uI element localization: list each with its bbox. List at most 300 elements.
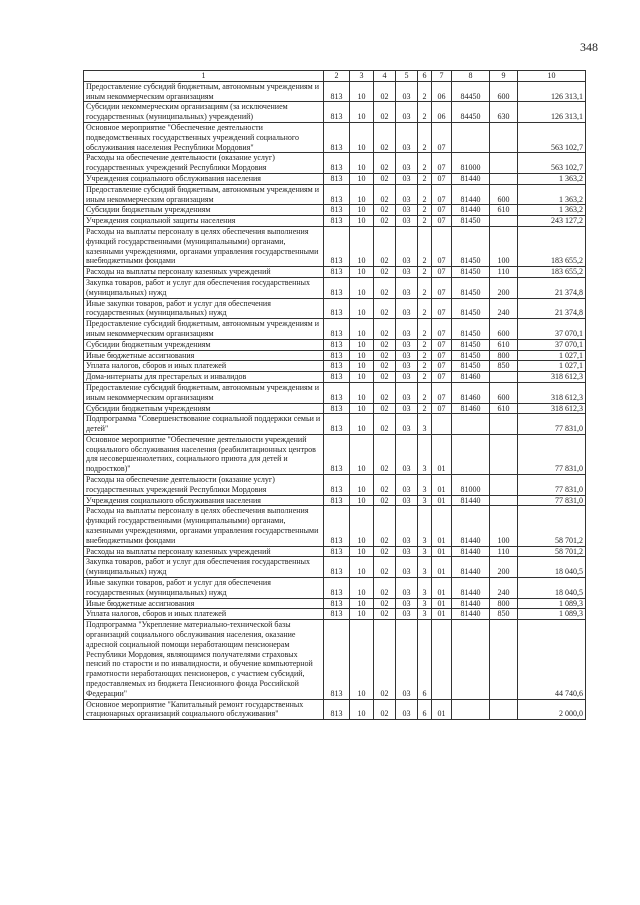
row-name-cell: Субсидии бюджетным учреждениям: [84, 205, 324, 216]
table-row: [84, 319, 586, 340]
row-name-cell: Субсидии бюджетным учреждениям: [84, 403, 324, 414]
subprogram-code-cell: 2: [418, 226, 432, 266]
column-header: 2: [324, 71, 350, 82]
program-code-cell: 03: [396, 475, 418, 496]
column-header: 3: [350, 71, 374, 82]
direction-code-cell: 81440: [452, 598, 490, 609]
subsection-code-cell: 02: [374, 153, 396, 174]
program-code-cell: 03: [396, 546, 418, 557]
budget-table: [83, 70, 586, 720]
subsection-code-cell: 02: [374, 184, 396, 205]
ministry-code-cell: 813: [324, 414, 350, 435]
program-code-cell: 03: [396, 298, 418, 319]
subsection-code-cell: 02: [374, 475, 396, 496]
activity-code-cell: 01: [432, 495, 452, 506]
table-row: [84, 173, 586, 184]
subsection-code-cell: 02: [374, 506, 396, 546]
expense-type-cell: 600: [490, 382, 518, 403]
table-row: [84, 434, 586, 474]
table-row: [84, 205, 586, 216]
program-code-cell: 03: [396, 403, 418, 414]
subsection-code-cell: 02: [374, 216, 396, 227]
direction-code-cell: 81440: [452, 495, 490, 506]
subprogram-code-cell: 2: [418, 403, 432, 414]
table-body: [84, 81, 586, 719]
program-code-cell: 03: [396, 173, 418, 184]
table-row: [84, 578, 586, 599]
subprogram-code-cell: 2: [418, 184, 432, 205]
subprogram-code-cell: 3: [418, 557, 432, 578]
section-code-cell: 10: [350, 226, 374, 266]
expense-type-cell: [490, 475, 518, 496]
amount-cell: 1 363,2: [518, 173, 586, 184]
section-code-cell: 10: [350, 382, 374, 403]
program-code-cell: 03: [396, 205, 418, 216]
expense-type-cell: 850: [490, 609, 518, 620]
expense-type-cell: 100: [490, 226, 518, 266]
activity-code-cell: 06: [432, 102, 452, 123]
subsection-code-cell: 02: [374, 122, 396, 152]
expense-type-cell: [490, 153, 518, 174]
expense-type-cell: 110: [490, 546, 518, 557]
row-name-cell: Субсидии бюджетным учреждениям: [84, 339, 324, 350]
column-header: 4: [374, 71, 396, 82]
activity-code-cell: 01: [432, 434, 452, 474]
subprogram-code-cell: 3: [418, 475, 432, 496]
program-code-cell: 03: [396, 598, 418, 609]
subsection-code-cell: 02: [374, 361, 396, 372]
activity-code-cell: 07: [432, 153, 452, 174]
direction-code-cell: 81450: [452, 226, 490, 266]
expense-type-cell: 200: [490, 557, 518, 578]
program-code-cell: 03: [396, 122, 418, 152]
expense-type-cell: 800: [490, 598, 518, 609]
expense-type-cell: 630: [490, 102, 518, 123]
ministry-code-cell: 813: [324, 153, 350, 174]
subprogram-code-cell: 2: [418, 216, 432, 227]
table-row: [84, 475, 586, 496]
subsection-code-cell: 02: [374, 339, 396, 350]
ministry-code-cell: 813: [324, 339, 350, 350]
expense-type-cell: 240: [490, 578, 518, 599]
amount-cell: 318 612,3: [518, 372, 586, 383]
amount-cell: 77 831,0: [518, 475, 586, 496]
expense-type-cell: [490, 620, 518, 699]
subsection-code-cell: 02: [374, 277, 396, 298]
subprogram-code-cell: 2: [418, 339, 432, 350]
section-code-cell: 10: [350, 184, 374, 205]
table-header-row: [84, 71, 586, 82]
expense-type-cell: [490, 495, 518, 506]
ministry-code-cell: 813: [324, 277, 350, 298]
subprogram-code-cell: 2: [418, 267, 432, 278]
direction-code-cell: [452, 122, 490, 152]
ministry-code-cell: 813: [324, 475, 350, 496]
activity-code-cell: [432, 620, 452, 699]
activity-code-cell: 01: [432, 557, 452, 578]
table-row: [84, 81, 586, 102]
row-name-cell: Расходы на выплаты персоналу казенных учреждений: [84, 546, 324, 557]
section-code-cell: 10: [350, 339, 374, 350]
activity-code-cell: 07: [432, 350, 452, 361]
row-name-cell: Основное мероприятие "Обеспечение деятельности подведомственных государственных учреждений социального обслуживания населения Республики Мордовия": [84, 122, 324, 152]
amount-cell: 243 127,2: [518, 216, 586, 227]
direction-code-cell: 81450: [452, 216, 490, 227]
ministry-code-cell: 813: [324, 173, 350, 184]
program-code-cell: 03: [396, 495, 418, 506]
subprogram-code-cell: 2: [418, 102, 432, 123]
program-code-cell: 03: [396, 414, 418, 435]
section-code-cell: 10: [350, 475, 374, 496]
table-row: [84, 122, 586, 152]
program-code-cell: 03: [396, 319, 418, 340]
amount-cell: 1 027,1: [518, 361, 586, 372]
subsection-code-cell: 02: [374, 598, 396, 609]
ministry-code-cell: 813: [324, 620, 350, 699]
section-code-cell: 10: [350, 102, 374, 123]
ministry-code-cell: 813: [324, 350, 350, 361]
expense-type-cell: 240: [490, 298, 518, 319]
direction-code-cell: 84450: [452, 81, 490, 102]
table-row: [84, 361, 586, 372]
activity-code-cell: 07: [432, 267, 452, 278]
ministry-code-cell: 813: [324, 267, 350, 278]
section-code-cell: 10: [350, 434, 374, 474]
row-name-cell: Учреждения социального обслуживания населения: [84, 495, 324, 506]
table-row: [84, 557, 586, 578]
ministry-code-cell: 813: [324, 298, 350, 319]
amount-cell: 44 740,6: [518, 620, 586, 699]
amount-cell: 37 070,1: [518, 319, 586, 340]
direction-code-cell: 81450: [452, 277, 490, 298]
amount-cell: 21 374,8: [518, 298, 586, 319]
subprogram-code-cell: 2: [418, 153, 432, 174]
program-code-cell: 03: [396, 361, 418, 372]
amount-cell: 18 040,5: [518, 578, 586, 599]
program-code-cell: 03: [396, 609, 418, 620]
expense-type-cell: 610: [490, 205, 518, 216]
activity-code-cell: 07: [432, 226, 452, 266]
amount-cell: 77 831,0: [518, 495, 586, 506]
direction-code-cell: [452, 414, 490, 435]
ministry-code-cell: 813: [324, 216, 350, 227]
expense-type-cell: [490, 372, 518, 383]
subprogram-code-cell: 2: [418, 122, 432, 152]
expense-type-cell: 600: [490, 81, 518, 102]
column-header: 1: [84, 71, 324, 82]
subsection-code-cell: 02: [374, 372, 396, 383]
table-row: [84, 216, 586, 227]
expense-type-cell: [490, 699, 518, 720]
subsection-code-cell: 02: [374, 205, 396, 216]
amount-cell: 18 040,5: [518, 557, 586, 578]
section-code-cell: 10: [350, 578, 374, 599]
activity-code-cell: 01: [432, 598, 452, 609]
expense-type-cell: 600: [490, 319, 518, 340]
activity-code-cell: 07: [432, 205, 452, 216]
activity-code-cell: 01: [432, 546, 452, 557]
activity-code-cell: 01: [432, 506, 452, 546]
activity-code-cell: 07: [432, 298, 452, 319]
row-name-cell: Дома-интернаты для престарелых и инвалидов: [84, 372, 324, 383]
row-name-cell: Расходы на обеспечение деятельности (оказание услуг) государственных учреждений Республики Мордовия: [84, 153, 324, 174]
amount-cell: 2 000,0: [518, 699, 586, 720]
direction-code-cell: 81000: [452, 153, 490, 174]
subsection-code-cell: 02: [374, 495, 396, 506]
table-row: [84, 699, 586, 720]
subsection-code-cell: 02: [374, 350, 396, 361]
direction-code-cell: 81440: [452, 506, 490, 546]
row-name-cell: Подпрограмма "Укрепление материально-технической базы организаций социального обслуживания населения, оказание адресной социальной помощи неработающим пенсионерам Республики Мордовия, являющимся получателями страховых пенсий по старости и по инвалидности, и обучение компьютерной грамотности неработающих пенсионеров, с участием субсидий, предоставляемых из бюджета Пенсионного фонда Российской Федерации": [84, 620, 324, 699]
section-code-cell: 10: [350, 216, 374, 227]
expense-type-cell: 610: [490, 403, 518, 414]
subprogram-code-cell: 3: [418, 578, 432, 599]
amount-cell: 1 363,2: [518, 205, 586, 216]
direction-code-cell: 81450: [452, 298, 490, 319]
program-code-cell: 03: [396, 578, 418, 599]
row-name-cell: Расходы на выплаты персоналу казенных учреждений: [84, 267, 324, 278]
expense-type-cell: [490, 173, 518, 184]
direction-code-cell: 81450: [452, 361, 490, 372]
direction-code-cell: 81460: [452, 403, 490, 414]
subprogram-code-cell: 2: [418, 372, 432, 383]
row-name-cell: Расходы на выплаты персоналу в целях обеспечения выполнения функций государственными (муниципальными) органами, казенными учреждениями, органами управления государственными внебюджетными фондами: [84, 226, 324, 266]
table-row: [84, 495, 586, 506]
section-code-cell: 10: [350, 372, 374, 383]
amount-cell: 563 102,7: [518, 153, 586, 174]
ministry-code-cell: 813: [324, 226, 350, 266]
expense-type-cell: [490, 122, 518, 152]
table-row: [84, 267, 586, 278]
amount-cell: 1 089,3: [518, 609, 586, 620]
expense-type-cell: [490, 414, 518, 435]
section-code-cell: 10: [350, 414, 374, 435]
ministry-code-cell: 813: [324, 382, 350, 403]
expense-type-cell: [490, 216, 518, 227]
table-row: [84, 598, 586, 609]
ministry-code-cell: 813: [324, 557, 350, 578]
program-code-cell: 03: [396, 102, 418, 123]
amount-cell: 126 313,1: [518, 102, 586, 123]
column-header: 6: [418, 71, 432, 82]
amount-cell: 58 701,2: [518, 506, 586, 546]
program-code-cell: 03: [396, 372, 418, 383]
ministry-code-cell: 813: [324, 699, 350, 720]
direction-code-cell: 81440: [452, 557, 490, 578]
activity-code-cell: 07: [432, 319, 452, 340]
program-code-cell: 03: [396, 557, 418, 578]
ministry-code-cell: 813: [324, 184, 350, 205]
subprogram-code-cell: 3: [418, 414, 432, 435]
program-code-cell: 03: [396, 620, 418, 699]
direction-code-cell: [452, 699, 490, 720]
section-code-cell: 10: [350, 495, 374, 506]
program-code-cell: 03: [396, 226, 418, 266]
subsection-code-cell: 02: [374, 298, 396, 319]
section-code-cell: 10: [350, 173, 374, 184]
direction-code-cell: 81440: [452, 205, 490, 216]
activity-code-cell: 01: [432, 609, 452, 620]
program-code-cell: 03: [396, 434, 418, 474]
section-code-cell: 10: [350, 557, 374, 578]
expense-type-cell: 110: [490, 267, 518, 278]
ministry-code-cell: 813: [324, 506, 350, 546]
subsection-code-cell: 02: [374, 699, 396, 720]
program-code-cell: 03: [396, 81, 418, 102]
direction-code-cell: [452, 620, 490, 699]
direction-code-cell: 81440: [452, 173, 490, 184]
column-header: 10: [518, 71, 586, 82]
page-number: 348: [580, 40, 598, 54]
amount-cell: 77 831,0: [518, 434, 586, 474]
table-row: [84, 546, 586, 557]
subprogram-code-cell: 2: [418, 382, 432, 403]
table-row: [84, 339, 586, 350]
activity-code-cell: 07: [432, 382, 452, 403]
subsection-code-cell: 02: [374, 226, 396, 266]
expense-type-cell: 200: [490, 277, 518, 298]
amount-cell: 1 363,2: [518, 184, 586, 205]
direction-code-cell: 81440: [452, 546, 490, 557]
subprogram-code-cell: 2: [418, 319, 432, 340]
amount-cell: 77 831,0: [518, 414, 586, 435]
subprogram-code-cell: 2: [418, 277, 432, 298]
subprogram-code-cell: 6: [418, 699, 432, 720]
section-code-cell: 10: [350, 153, 374, 174]
expense-type-cell: 600: [490, 184, 518, 205]
subsection-code-cell: 02: [374, 578, 396, 599]
subprogram-code-cell: 6: [418, 620, 432, 699]
amount-cell: 37 070,1: [518, 339, 586, 350]
activity-code-cell: 07: [432, 184, 452, 205]
activity-code-cell: 07: [432, 372, 452, 383]
table-row: [84, 102, 586, 123]
subprogram-code-cell: 2: [418, 173, 432, 184]
program-code-cell: 03: [396, 153, 418, 174]
direction-code-cell: [452, 434, 490, 474]
ministry-code-cell: 813: [324, 403, 350, 414]
section-code-cell: 10: [350, 403, 374, 414]
ministry-code-cell: 813: [324, 319, 350, 340]
row-name-cell: Расходы на выплаты персоналу в целях обеспечения выполнения функций государственными (муниципальными) органами, казенными учреждениями, органами управления государственными внебюджетными фондами: [84, 506, 324, 546]
section-code-cell: 10: [350, 277, 374, 298]
row-name-cell: Основное мероприятие "Капитальный ремонт государственных стационарных организаций социального обслуживания": [84, 699, 324, 720]
amount-cell: 183 655,2: [518, 267, 586, 278]
activity-code-cell: 01: [432, 475, 452, 496]
table-row: [84, 226, 586, 266]
subprogram-code-cell: 2: [418, 205, 432, 216]
section-code-cell: 10: [350, 122, 374, 152]
program-code-cell: 03: [396, 216, 418, 227]
row-name-cell: Иные бюджетные ассигнования: [84, 350, 324, 361]
subsection-code-cell: 02: [374, 620, 396, 699]
direction-code-cell: 81440: [452, 609, 490, 620]
direction-code-cell: 84450: [452, 102, 490, 123]
section-code-cell: 10: [350, 598, 374, 609]
subsection-code-cell: 02: [374, 403, 396, 414]
section-code-cell: 10: [350, 546, 374, 557]
section-code-cell: 10: [350, 620, 374, 699]
direction-code-cell: 81440: [452, 578, 490, 599]
expense-type-cell: 850: [490, 361, 518, 372]
subsection-code-cell: 02: [374, 546, 396, 557]
table-row: [84, 414, 586, 435]
program-code-cell: 03: [396, 277, 418, 298]
section-code-cell: 10: [350, 267, 374, 278]
activity-code-cell: 07: [432, 361, 452, 372]
row-name-cell: Уплата налогов, сборов и иных платежей: [84, 609, 324, 620]
ministry-code-cell: 813: [324, 546, 350, 557]
column-header: 8: [452, 71, 490, 82]
program-code-cell: 03: [396, 267, 418, 278]
subprogram-code-cell: 2: [418, 361, 432, 372]
ministry-code-cell: 813: [324, 434, 350, 474]
table-row: [84, 372, 586, 383]
subsection-code-cell: 02: [374, 173, 396, 184]
ministry-code-cell: 813: [324, 81, 350, 102]
row-name-cell: Закупка товаров, работ и услуг для обеспечения государственных (муниципальных) нужд: [84, 277, 324, 298]
subprogram-code-cell: 3: [418, 506, 432, 546]
direction-code-cell: 81460: [452, 382, 490, 403]
section-code-cell: 10: [350, 699, 374, 720]
table-row: [84, 506, 586, 546]
amount-cell: 183 655,2: [518, 226, 586, 266]
amount-cell: 318 612,3: [518, 403, 586, 414]
section-code-cell: 10: [350, 319, 374, 340]
expense-type-cell: [490, 434, 518, 474]
amount-cell: 563 102,7: [518, 122, 586, 152]
activity-code-cell: 06: [432, 81, 452, 102]
table-row: [84, 350, 586, 361]
table-row: [84, 184, 586, 205]
subsection-code-cell: 02: [374, 319, 396, 340]
program-code-cell: 03: [396, 184, 418, 205]
row-name-cell: Учреждения социальной защиты населения: [84, 216, 324, 227]
activity-code-cell: 01: [432, 699, 452, 720]
subsection-code-cell: 02: [374, 609, 396, 620]
ministry-code-cell: 813: [324, 495, 350, 506]
ministry-code-cell: 813: [324, 598, 350, 609]
section-code-cell: 10: [350, 609, 374, 620]
activity-code-cell: 01: [432, 578, 452, 599]
subsection-code-cell: 02: [374, 267, 396, 278]
section-code-cell: 10: [350, 205, 374, 216]
direction-code-cell: 81460: [452, 372, 490, 383]
table-row: [84, 298, 586, 319]
section-code-cell: 10: [350, 81, 374, 102]
activity-code-cell: 07: [432, 122, 452, 152]
row-name-cell: Иные бюджетные ассигнования: [84, 598, 324, 609]
direction-code-cell: 81440: [452, 184, 490, 205]
subprogram-code-cell: 3: [418, 434, 432, 474]
subprogram-code-cell: 2: [418, 298, 432, 319]
ministry-code-cell: 813: [324, 122, 350, 152]
table-row: [84, 153, 586, 174]
subsection-code-cell: 02: [374, 382, 396, 403]
row-name-cell: Учреждения социального обслуживания населения: [84, 173, 324, 184]
ministry-code-cell: 813: [324, 578, 350, 599]
subprogram-code-cell: 2: [418, 350, 432, 361]
program-code-cell: 03: [396, 350, 418, 361]
row-name-cell: Основное мероприятие "Обеспечение деятельности учреждений социального обслуживания населения (реабилитационных центров для несовершеннолетних, социального приюта для детей и подростков)": [84, 434, 324, 474]
activity-code-cell: 07: [432, 173, 452, 184]
section-code-cell: 10: [350, 298, 374, 319]
table-row: [84, 609, 586, 620]
program-code-cell: 03: [396, 506, 418, 546]
expense-type-cell: 100: [490, 506, 518, 546]
amount-cell: 58 701,2: [518, 546, 586, 557]
row-name-cell: Субсидии некоммерческим организациям (за исключением государственных (муниципальных) учреждений): [84, 102, 324, 123]
